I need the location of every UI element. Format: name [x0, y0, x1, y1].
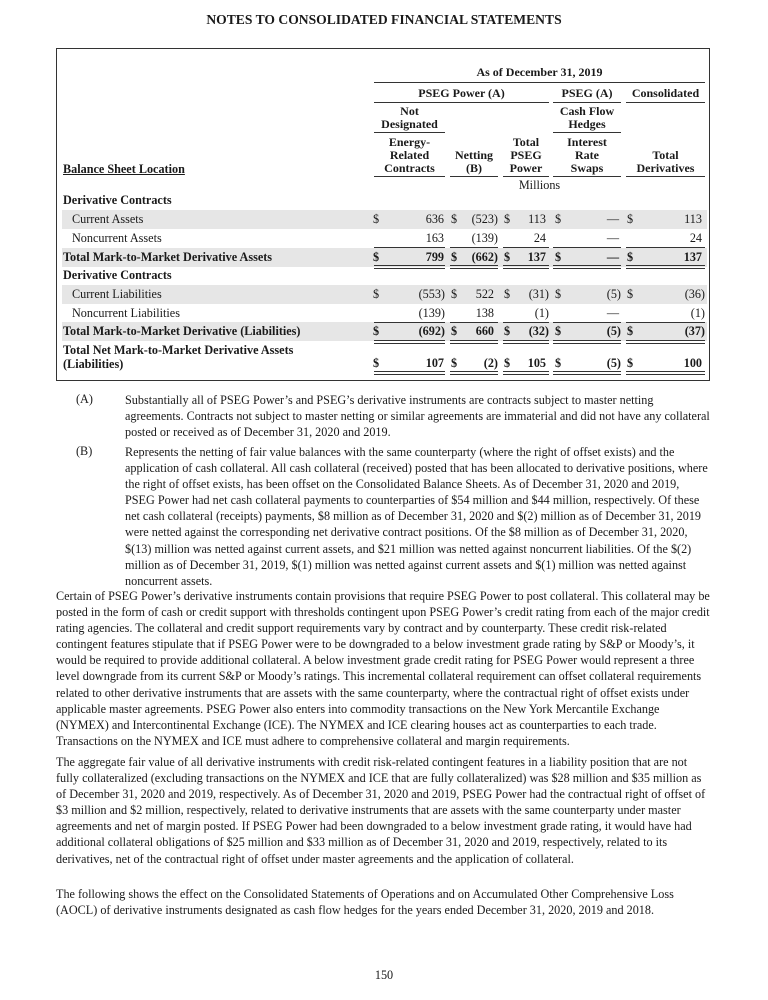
- dollar-sign: $: [555, 250, 562, 264]
- dollar-sign: $: [627, 287, 634, 301]
- colhdr-line: Total: [652, 148, 679, 162]
- row-label: Current Liabilities: [72, 287, 162, 301]
- dollar-sign: $: [373, 287, 380, 301]
- section-label: Derivative Contracts: [63, 268, 172, 282]
- colhdr-line: Energy-: [388, 135, 431, 149]
- cell-value: 138: [475, 306, 494, 320]
- paragraph-aggregate-fair-value: The aggregate fair value of all derivative instruments with credit risk-related contingent features in a liability position that are not fully collateralized (excluding transactions on the NYMEX and ICE that are fully collateralized) was $28 million and $35 million as of December 31, 2020 and 2019, respectively. As of December 31, 2020 and 2019, PSEG Power had the contractual right of offset of $3 million and $2 million, respectively, related to derivative instruments that are assets with the same counterparty under master agreements and net of margin posted. If PSEG Power had been downgraded to a below investment grade rating, it would have had additional collateral obligations of $25 million and $33 million as of December 31, 2020 and 2019, respectively, related to its derivatives, net of the contractual right of offset under master agreements and the application of collateral.: [56, 755, 706, 866]
- colhdr-line: Derivatives: [636, 161, 695, 175]
- colhdr-balance-sheet-location: Balance Sheet Location: [63, 162, 185, 176]
- row-label-line: Total Net Mark-to-Market Derivative Assets: [63, 343, 294, 357]
- header-rule: [374, 82, 705, 83]
- subheader-line: Not: [400, 104, 419, 118]
- subtotal-rule: [503, 322, 549, 323]
- cell-value: 522: [475, 287, 494, 301]
- cell-value: (36): [684, 287, 705, 301]
- footnote-tag-a: (A): [76, 392, 93, 406]
- cell-value: (553): [418, 287, 445, 301]
- subtotal-rule: [626, 247, 705, 248]
- colhdr-line: Netting: [455, 148, 493, 162]
- dollar-sign: $: [555, 324, 562, 338]
- cell-value: 660: [475, 324, 494, 338]
- cell-value: —: [606, 250, 619, 264]
- total-double-rule: [503, 340, 549, 344]
- colhdr-line: (B): [466, 161, 482, 175]
- header-rule: [503, 176, 549, 177]
- colhdr-netting: [450, 149, 498, 175]
- colhdr-line: Swaps: [570, 161, 604, 175]
- cell-value: (5): [606, 356, 621, 370]
- subheader-line: Designated: [381, 117, 438, 131]
- cell-value: (692): [418, 324, 445, 338]
- dollar-sign: $: [555, 212, 562, 226]
- dollar-sign: $: [504, 212, 511, 226]
- dollar-sign: $: [504, 356, 511, 370]
- cell-value: (5): [606, 287, 621, 301]
- total-double-rule: [553, 265, 621, 269]
- subheader-not-designated: [374, 105, 445, 131]
- dollar-sign: $: [373, 324, 380, 338]
- header-rule: [626, 102, 705, 103]
- total-double-rule: [450, 340, 498, 344]
- row-label: Total Mark-to-Market Derivative (Liabilities): [63, 324, 301, 338]
- subtotal-rule: [553, 247, 621, 248]
- header-rule: [450, 176, 498, 177]
- dollar-sign: $: [555, 287, 562, 301]
- dollar-sign: $: [451, 250, 458, 264]
- footnote-text-a: Substantially all of PSEG Power’s and PSEG’s derivative instruments are contracts subject to master netting agreements. Contracts not subject to master netting or similar agreements are immaterial and did not have any collateral posted or received as of December 31, 2020 and 2019.: [125, 393, 710, 440]
- dollar-sign: $: [451, 324, 458, 338]
- cell-value: 799: [425, 250, 444, 264]
- header-rule: [553, 132, 621, 133]
- cell-value: (139): [418, 306, 445, 320]
- cell-value: (32): [528, 324, 549, 338]
- subheader-cash-flow-hedges: [553, 105, 621, 131]
- dollar-sign: $: [451, 212, 458, 226]
- page-number: 150: [374, 968, 394, 982]
- cell-value: 636: [425, 212, 444, 226]
- row-label: Total Mark-to-Market Derivative Assets: [63, 250, 273, 264]
- colhdr-line: PSEG: [510, 148, 542, 162]
- colhdr-line: Contracts: [384, 161, 435, 175]
- cell-value: (5): [606, 324, 621, 338]
- subtotal-rule: [503, 247, 549, 248]
- cell-value: 137: [527, 250, 546, 264]
- row-label: Noncurrent Assets: [72, 231, 162, 245]
- colhdr-line: Total: [512, 135, 540, 149]
- cell-value: —: [606, 212, 619, 226]
- dollar-sign: $: [627, 324, 634, 338]
- cell-value: (31): [528, 287, 549, 301]
- dollar-sign: $: [627, 212, 634, 226]
- dollar-sign: $: [373, 212, 380, 226]
- cell-value: 113: [684, 212, 702, 226]
- colhdr-interest-rate-swaps: [553, 136, 621, 175]
- dollar-sign: $: [504, 324, 511, 338]
- subtotal-rule: [374, 247, 445, 248]
- dollar-sign: $: [373, 250, 380, 264]
- row-label: [63, 343, 293, 371]
- dollar-sign: $: [555, 356, 562, 370]
- subtotal-rule: [626, 322, 705, 323]
- header-rule: [374, 176, 445, 177]
- subtotal-rule: [374, 322, 445, 323]
- header-rule: [626, 176, 705, 177]
- dollar-sign: $: [627, 250, 634, 264]
- header-rule: [553, 176, 621, 177]
- cell-value: (1): [534, 306, 549, 320]
- paragraph-collateral-provisions: Certain of PSEG Power’s derivative instruments contain provisions that require PSEG Power to post collateral. This collateral may be posted in the form of cash or credit support with thresholds contingent upon PSEG Power’s credit rating from each of the major credit rating agencies. The collateral and credit support requirements vary by contract and by counterparty. These credit risk-related contingent features stipulate that if PSEG Power were to be downgraded to a below investment grade rating by S&P or Moody’s, it would be required to provide additional collateral. A below investment grade credit rating for PSEG Power would represent a three level downgrade from its current S&P or Moody’s ratings. This incremental collateral requirement can offset collateral requirements related to other derivative instruments that are assets with the same counterparty, where the contractual right of offset exists under applicable master agreements. PSEG Power also enters into commodity transactions on the New York Mercantile Exchange (NYMEX) and Intercontinental Exchange (ICE). The NYMEX and ICE clearing houses act as counterparties to each trade. Transactions on the NYMEX and ICE must adhere to comprehensive collateral and margin requirements.: [56, 589, 710, 748]
- colhdr-energy-related: [374, 136, 445, 175]
- colhdr-line: Interest: [567, 135, 607, 149]
- cell-value: (139): [471, 231, 498, 245]
- cell-value: 105: [527, 356, 546, 370]
- subtotal-rule: [553, 322, 621, 323]
- section-label: Derivative Contracts: [63, 193, 172, 207]
- colhdr-total-pseg-power: [503, 136, 549, 175]
- cell-value: —: [606, 306, 619, 320]
- footnote-tag-b: (B): [76, 444, 93, 458]
- group-header-pseg: PSEG (A): [561, 86, 613, 100]
- cell-value: (523): [471, 212, 498, 226]
- colhdr-total-derivatives: [626, 149, 705, 175]
- row-label-line: (Liabilities): [63, 357, 124, 371]
- colhdr-line: Related: [389, 148, 430, 162]
- cell-value: (37): [684, 324, 705, 338]
- dollar-sign: $: [373, 356, 380, 370]
- cell-value: 24: [689, 231, 702, 245]
- total-double-rule: [450, 371, 498, 375]
- cell-value: 137: [683, 250, 702, 264]
- total-double-rule: [626, 265, 705, 269]
- cell-value: 107: [425, 356, 444, 370]
- dollar-sign: $: [451, 287, 458, 301]
- total-double-rule: [374, 371, 445, 375]
- subtotal-rule: [450, 247, 498, 248]
- header-rule: [553, 102, 621, 103]
- period-header: As of December 31, 2019: [476, 65, 603, 79]
- total-double-rule: [450, 265, 498, 269]
- cell-value: —: [606, 231, 619, 245]
- colhdr-line: Power: [509, 161, 543, 175]
- total-double-rule: [503, 371, 549, 375]
- cell-value: (2): [483, 356, 498, 370]
- total-double-rule: [626, 340, 705, 344]
- header-rule: [374, 132, 445, 133]
- cell-value: 100: [683, 356, 702, 370]
- dollar-sign: $: [627, 356, 634, 370]
- total-double-rule: [503, 265, 549, 269]
- units-label: Millions: [518, 178, 561, 192]
- group-header-consolidated: Consolidated: [631, 86, 700, 100]
- page-title: NOTES TO CONSOLIDATED FINANCIAL STATEMENTS: [206, 12, 562, 27]
- dollar-sign: $: [504, 287, 511, 301]
- total-double-rule: [553, 340, 621, 344]
- cell-value: 163: [425, 231, 444, 245]
- total-double-rule: [626, 371, 705, 375]
- cell-value: (662): [471, 250, 498, 264]
- dollar-sign: $: [451, 356, 458, 370]
- total-double-rule: [553, 371, 621, 375]
- subheader-line: Cash Flow: [559, 104, 615, 118]
- total-double-rule: [374, 265, 445, 269]
- paragraph-cash-flow-hedges-intro: The following shows the effect on the Consolidated Statements of Operations and on Accumulated Other Comprehensive Loss (AOCL) of derivative instruments designated as cash flow hedges for the years ended December 31, 2020, 2019 and 2018.: [56, 887, 674, 918]
- row-label: Noncurrent Liabilities: [72, 306, 180, 320]
- total-double-rule: [374, 340, 445, 344]
- cell-value: 24: [533, 231, 546, 245]
- header-rule: [374, 102, 549, 103]
- colhdr-line: Rate: [575, 148, 599, 162]
- group-header-pseg-power: PSEG Power (A): [418, 86, 505, 100]
- footnote-text-b: Represents the netting of fair value balances with the same counterparty (where the right of offset exists) and the application of cash collateral. All cash collateral (received) posted that has been allocated to derivative positions, where the right of offset exists, has been offset on the Consolidated Balance Sheets. As of December 31, 2020 and 2019, PSEG Power had net cash collateral payments to counterparties of $54 million and $44 million, respectively. Of these net cash collateral (receipts) payments, $8 million as of December 31, 2020 and $(2) million as of December 31, 2019 were netted against the corresponding net derivative contract positions. Of the $8 million as of December 31, 2020, $(13) million was netted against current assets, and $21 million was netted against noncurrent liabilities. Of the $(2) million as of December 31, 2019, $(1) million was netted against current assets and $(1) million was netted against noncurrent assets.: [125, 445, 708, 588]
- dollar-sign: $: [504, 250, 511, 264]
- row-label: Current Assets: [72, 212, 144, 226]
- subtotal-rule: [450, 322, 498, 323]
- cell-value: 113: [528, 212, 546, 226]
- subheader-line: Hedges: [568, 117, 606, 131]
- cell-value: (1): [690, 306, 705, 320]
